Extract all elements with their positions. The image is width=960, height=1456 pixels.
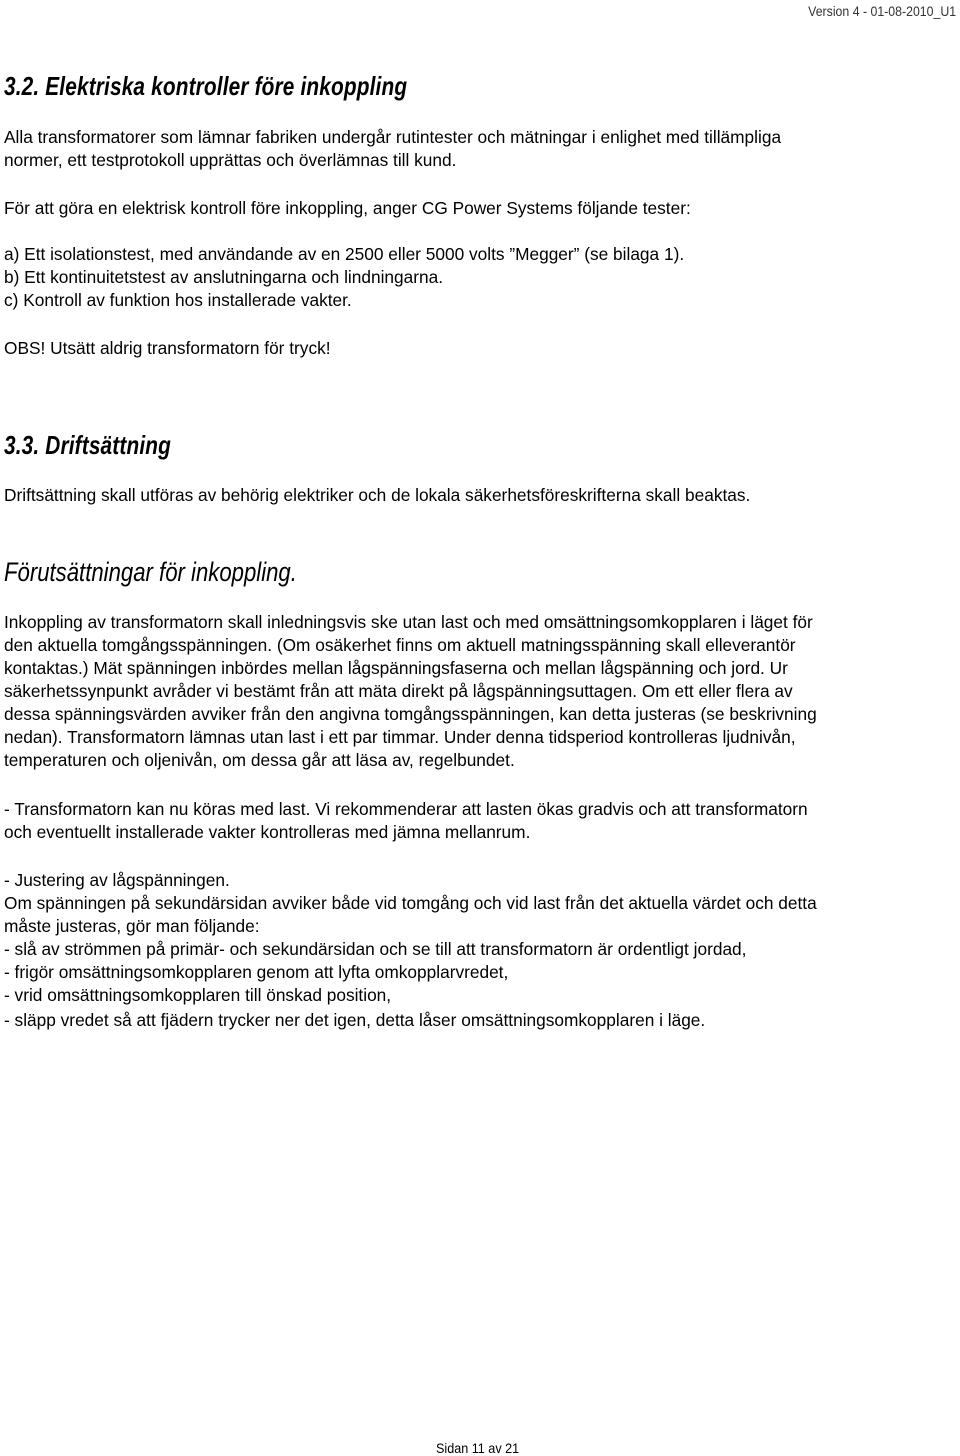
tests-intro: För att göra en elektrisk kontroll före inkoppling, anger CG Power Systems följande tester: — [4, 198, 691, 218]
section-heading-3-2: 3.2. Elektriska kontroller före inkoppling — [4, 71, 408, 101]
warning-note: OBS! Utsätt aldrig transformatorn för tryck! — [4, 338, 331, 358]
paragraph3-line-3: måste justeras, gör man följande: — [4, 916, 260, 936]
paragraph1-line-4: säkerhetssynpunkt avråder vi bestämt från att mäta direkt på lågspänningsuttagen. Om ett eller flera av — [4, 681, 793, 701]
paragraph1-line-1: Inkoppling av transformatorn skall inledningsvis ske utan last och med omsättningsomkopplaren i läget för — [4, 612, 813, 632]
page-number: Sidan 11 av 21 — [436, 1440, 520, 1456]
paragraph1-line-5: dessa spänningsvärden avviker från den angivna tomgångsspänningen, kan detta justeras (se beskrivning — [4, 704, 817, 724]
paragraph2-line-1: - Transformatorn kan nu köras med last. Vi rekommenderar att lasten ökas gradvis och att transformatorn — [4, 799, 808, 819]
section-3-3-intro: Driftsättning skall utföras av behörig elektriker och de lokala säkerhetsföreskrifterna skall beaktas. — [4, 485, 751, 505]
paragraph3-line-1: - Justering av lågspänningen. — [4, 870, 230, 890]
paragraph2-line-2: och eventuellt installerade vakter kontrolleras med jämna mellanrum. — [4, 822, 531, 842]
paragraph3-line-6: - vrid omsättningsomkopplaren till önskad position, — [4, 985, 392, 1005]
test-item-b: b) Ett kontinuitetstest av anslutningarna och lindningarna. — [4, 267, 444, 287]
paragraph3-line-5: - frigör omsättningsomkopplaren genom att lyfta omkopplarvredet, — [4, 962, 509, 982]
paragraph3-line-2: Om spänningen på sekundärsidan avviker både vid tomgång och vid last från det aktuella värdet och detta — [4, 893, 817, 913]
test-item-c: c) Kontroll av funktion hos installerade vakter. — [4, 290, 352, 310]
paragraph1-line-6: nedan). Transformatorn lämnas utan last i ett par timmar. Under denna tidsperiod kontrolleras ljudnivån, — [4, 727, 796, 747]
test-item-a: a) Ett isolationstest, med användande av en 2500 eller 5000 volts ”Megger” (se bilaga 1). — [4, 244, 685, 264]
paragraph3-line-7: - släpp vredet så att fjädern trycker ner det igen, detta låser omsättningsomkopplaren i läge. — [4, 1010, 706, 1030]
intro-line-2: normer, ett testprotokoll upprättas och överlämnas till kund. — [4, 150, 457, 170]
subheading-prerequisites: Förutsättningar för inkoppling. — [4, 557, 297, 587]
paragraph1-line-7: temperaturen och oljenivån, om dessa går att läsa av, regelbundet. — [4, 750, 515, 770]
paragraph1-line-3: kontaktas.) Mät spänningen inbördes mellan lågspänningsfaserna och mellan lågspänning och jord. Ur — [4, 658, 788, 678]
section-heading-3-3: 3.3. Driftsättning — [4, 430, 171, 460]
paragraph3-line-4: - slå av strömmen på primär- och sekundärsidan och se till att transformatorn är ordentligt jordad, — [4, 939, 747, 959]
paragraph1-line-2: den aktuella tomgångsspänningen. (Om osäkerhet finns om aktuell matningsspänning skall elleverantör — [4, 635, 796, 655]
intro-line-1: Alla transformatorer som lämnar fabriken undergår rutintester och mätningar i enlighet med tillämpliga — [4, 127, 782, 147]
document-version: Version 4 - 01-08-2010_U1 — [808, 3, 956, 19]
